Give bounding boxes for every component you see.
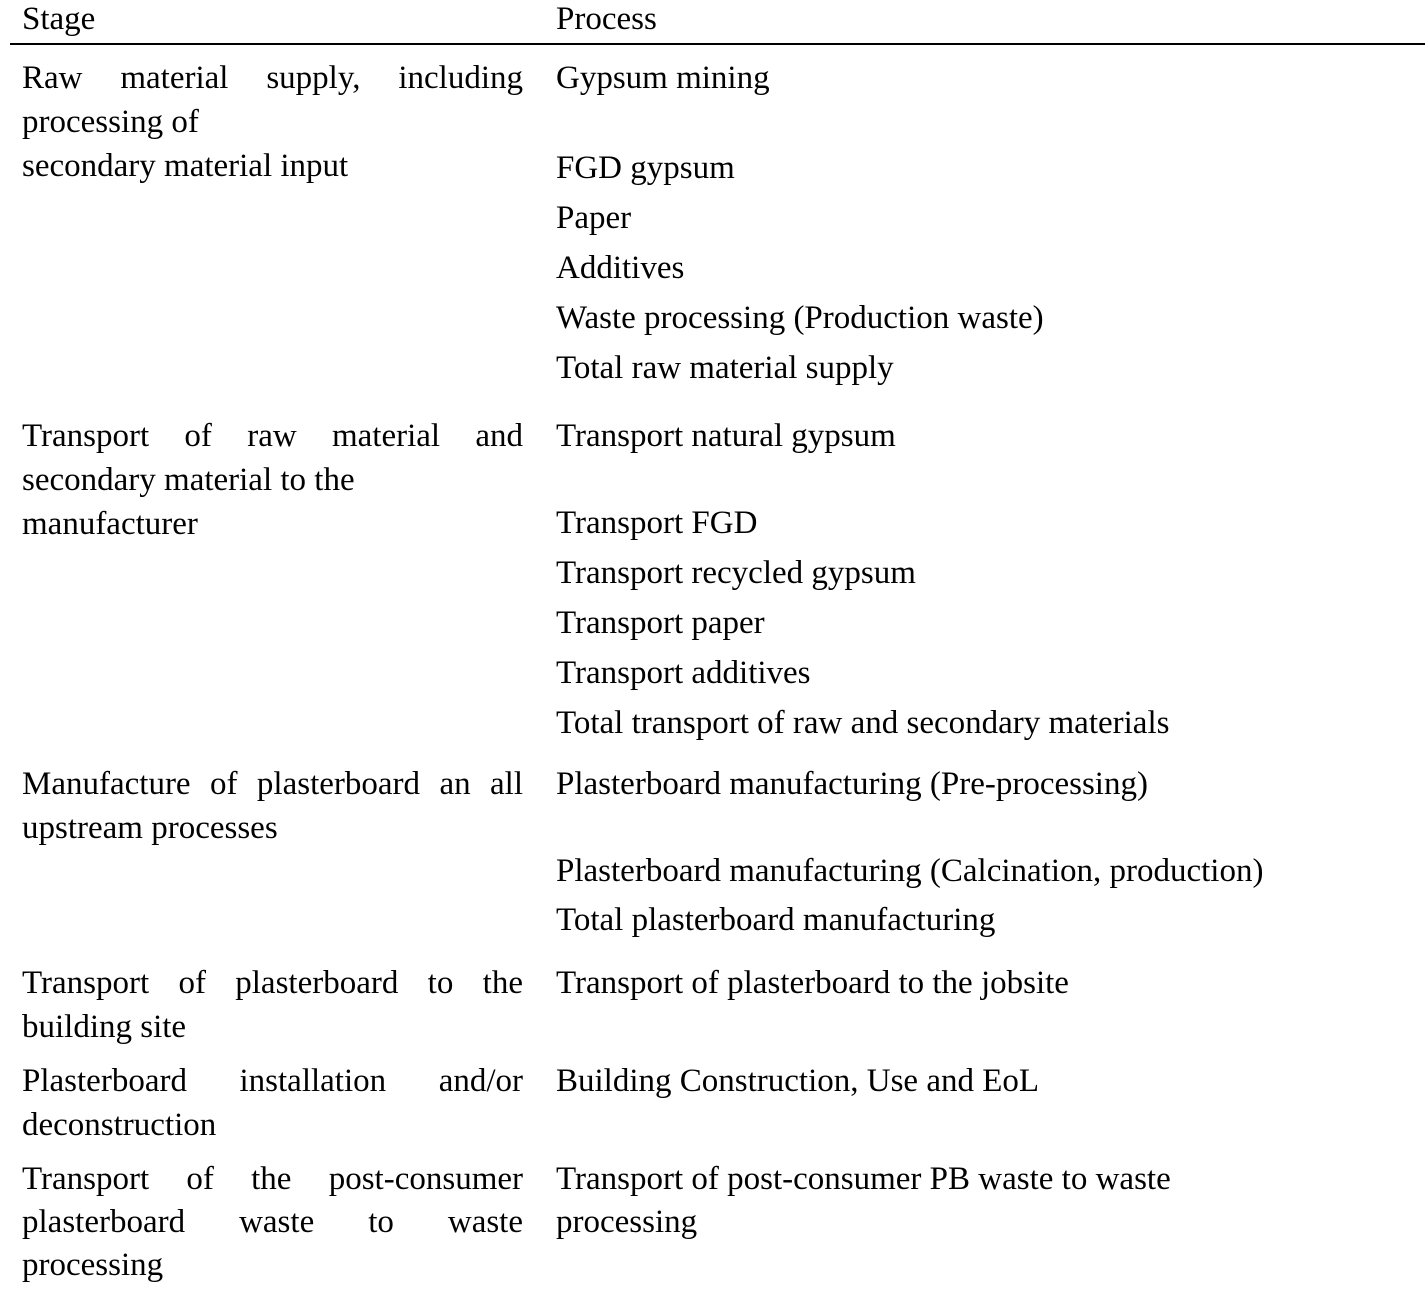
header-rule xyxy=(10,43,1425,45)
stage-text: Transport of the post-consumer plasterboard waste to waste processing xyxy=(22,1161,523,1283)
process-cell: Building Construction, Use and EoL xyxy=(556,1063,1040,1099)
process-cell: Transport FGD xyxy=(556,505,758,541)
stage-text: Plasterboard installation and/or deconstruction xyxy=(22,1063,523,1143)
process-cell: Gypsum mining xyxy=(556,60,770,96)
process-cell: Transport additives xyxy=(556,655,811,691)
stage-cell-transport-plasterboard xyxy=(22,961,523,1049)
process-cell: Total plasterboard manufacturing xyxy=(556,902,996,938)
process-cell: Waste processing (Production waste) xyxy=(556,300,1044,336)
stage-cell-installation xyxy=(22,1059,523,1147)
stage-text: Raw material supply, including processing of xyxy=(22,60,523,140)
stage-text: Manufacture of plasterboard an all upstream processes xyxy=(22,766,523,846)
stage-text: manufacturer xyxy=(22,506,198,542)
process-cell: Transport natural gypsum xyxy=(556,418,896,454)
stage-cell-transport-raw xyxy=(22,414,523,546)
stage-text: Transport of raw material and secondary material to the xyxy=(22,418,523,498)
process-cell: Paper xyxy=(556,200,632,236)
stage-text: secondary material input xyxy=(22,148,349,184)
process-cell: Transport of plasterboard to the jobsite xyxy=(556,965,1069,1001)
header-process: Process xyxy=(556,1,657,37)
stage-text: Transport of plasterboard to the building site xyxy=(22,965,523,1045)
process-cell: Plasterboard manufacturing (Pre-processing) xyxy=(556,766,1148,802)
process-cell: Total transport of raw and secondary materials xyxy=(556,705,1170,741)
stage-cell-manufacture xyxy=(22,762,523,850)
header-stage: Stage xyxy=(22,1,96,37)
process-cell: FGD gypsum xyxy=(556,150,735,186)
process-cell: Total raw material supply xyxy=(556,350,894,386)
process-cell: Transport paper xyxy=(556,605,765,641)
process-cell: Plasterboard manufacturing (Calcination, production) xyxy=(556,853,1264,889)
process-cell: Transport recycled gypsum xyxy=(556,555,916,591)
process-cell: Transport of post-consumer PB waste to waste processing xyxy=(556,1161,1171,1240)
stage-cell-raw-material xyxy=(22,56,523,188)
process-cell: Additives xyxy=(556,250,685,286)
stage-cell-transport-waste xyxy=(22,1158,523,1287)
